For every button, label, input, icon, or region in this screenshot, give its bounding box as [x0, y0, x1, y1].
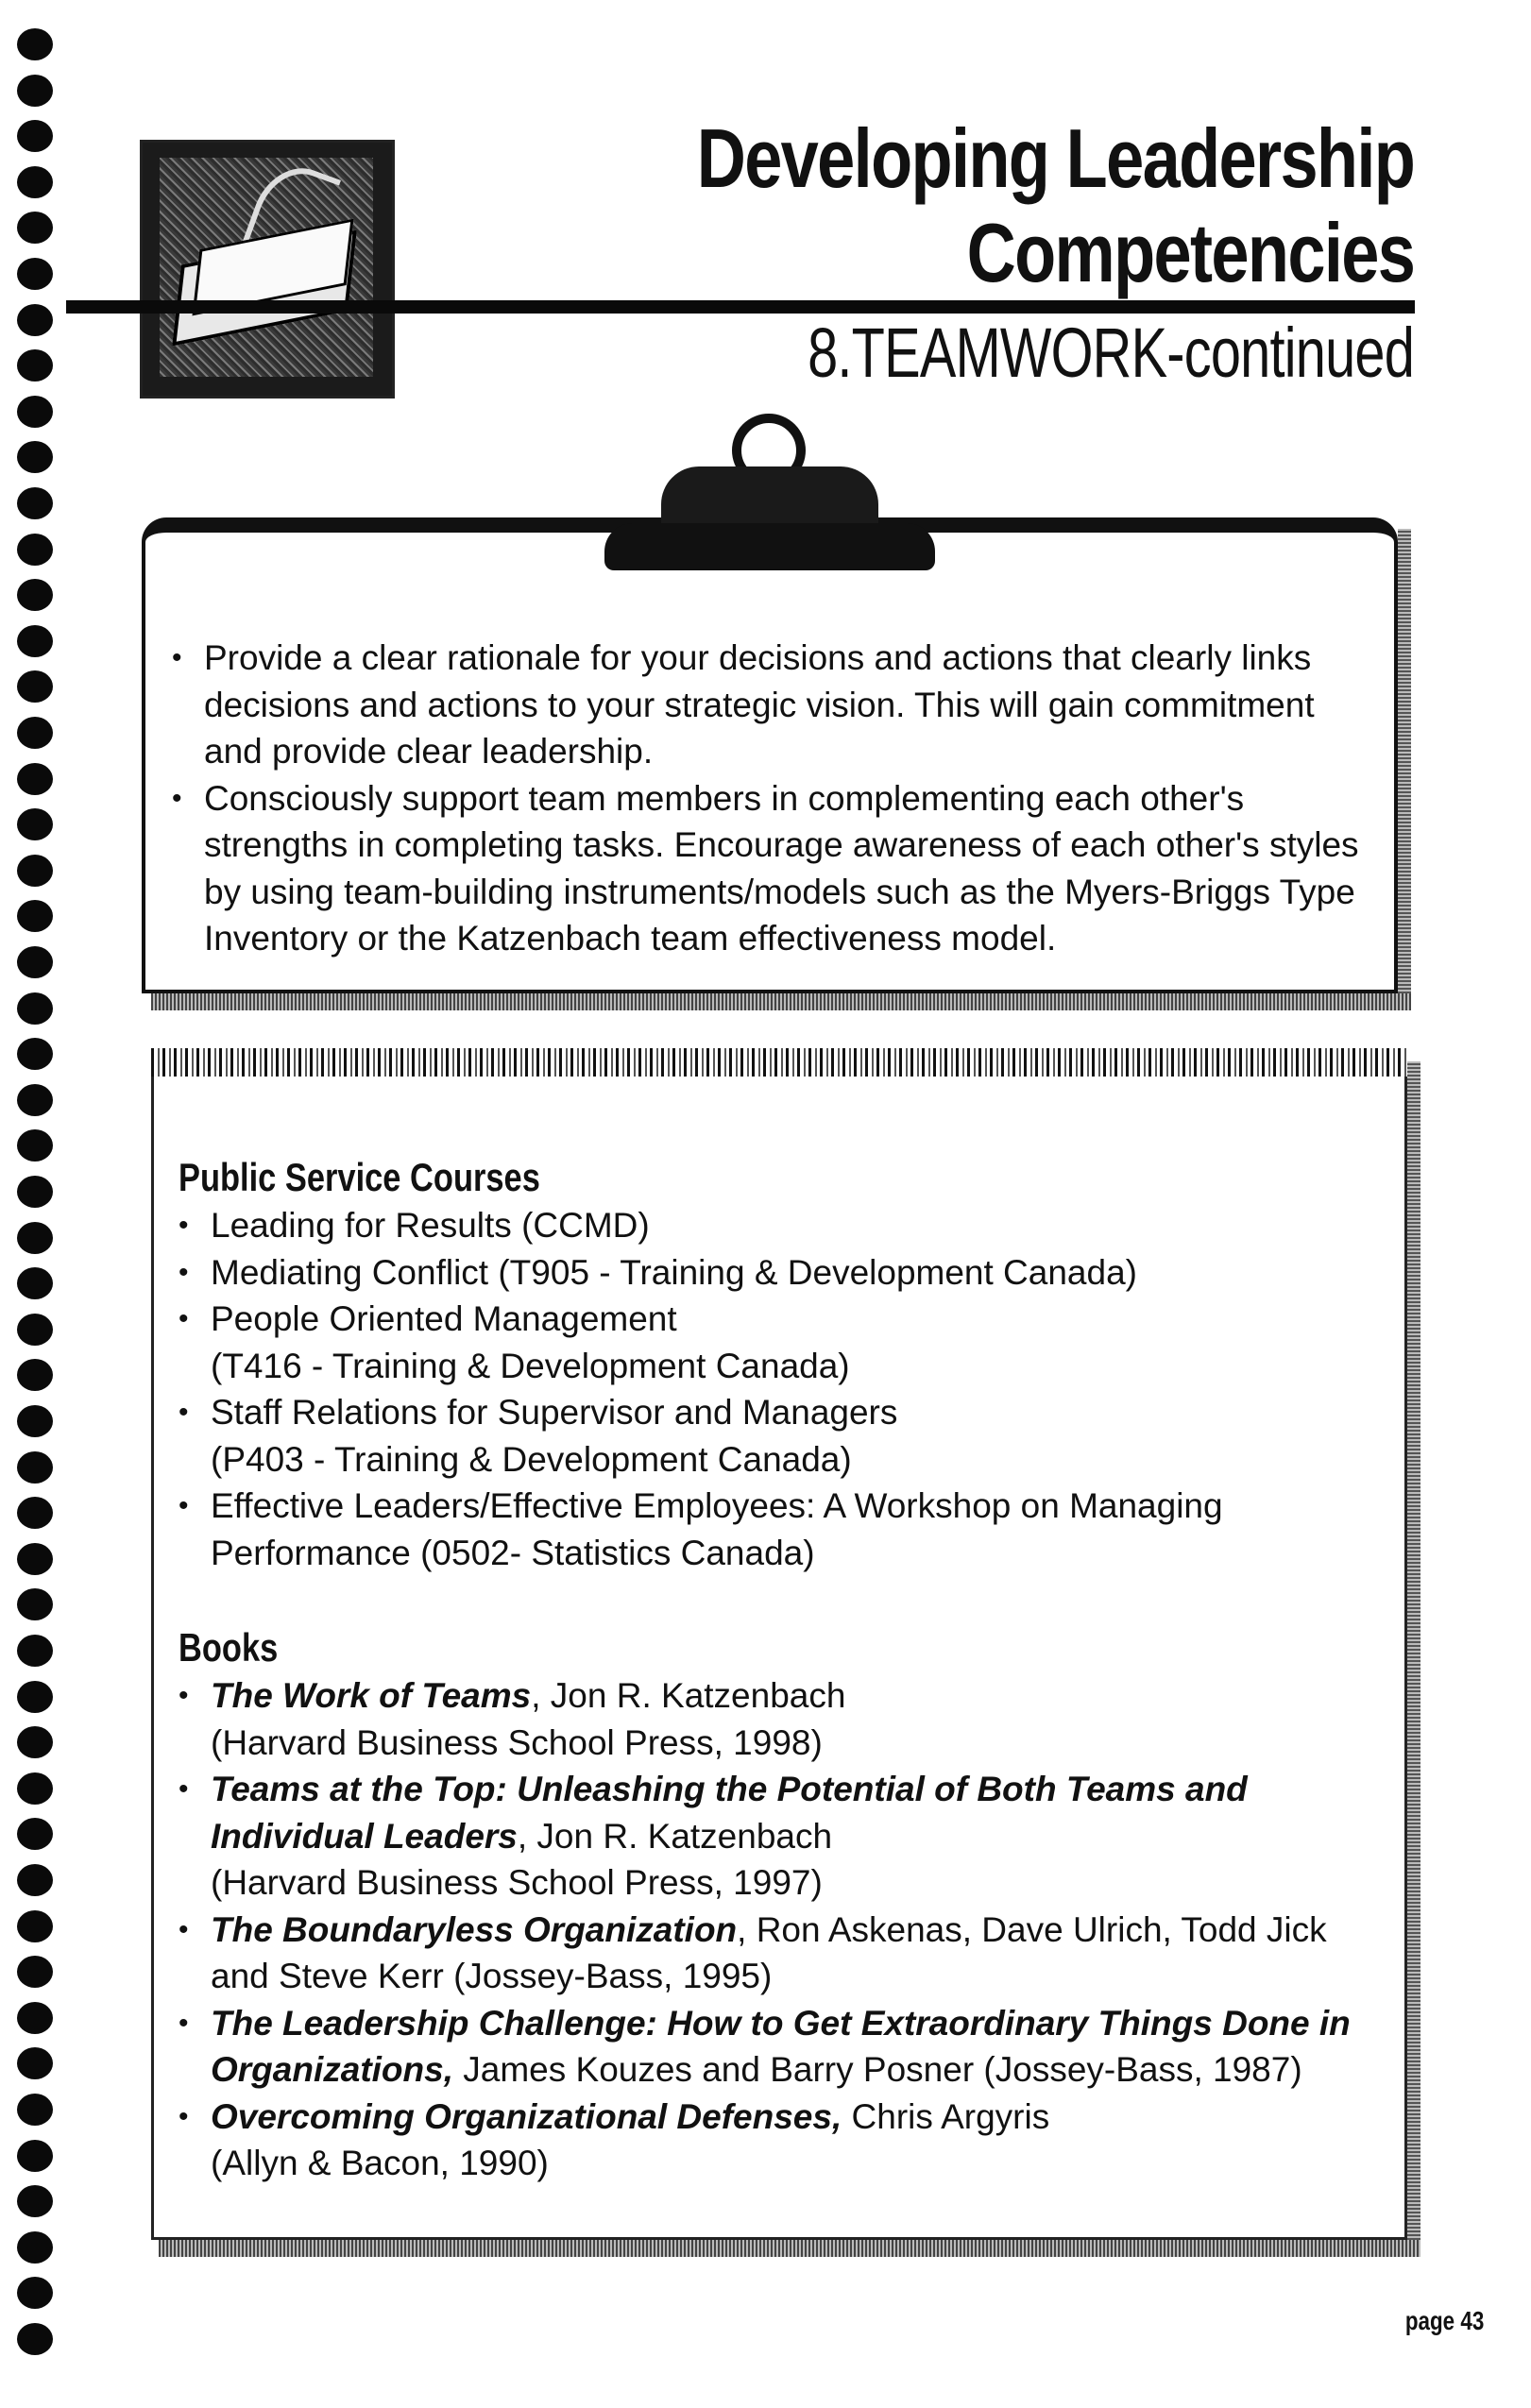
- binding-hole: [17, 349, 53, 382]
- binding-hole: [17, 2094, 53, 2126]
- book-item: • The Leadership Challenge: How to Get Extraordinary Things Done in Organizations, James Kouzes and Barry Posner (Jossey-Bass, 1987): [179, 2000, 1369, 2094]
- binding-hole: [17, 1359, 53, 1391]
- tip-item: • Consciously support team members in complementing each other's strengths in completing tasks. Encourage awareness of each other's styles by using team-building instruments/models such as the Myers-Briggs Type Inventory or the Katzenbach team effectiveness model.: [172, 775, 1371, 962]
- binding-hole: [17, 1818, 53, 1850]
- clipboard-clip-icon: [604, 414, 935, 584]
- page-subtitle: 8.TEAMWORK-continued: [808, 314, 1414, 392]
- binding-hole: [17, 1543, 53, 1575]
- binding-hole: [17, 717, 53, 749]
- binding-hole: [17, 396, 53, 428]
- binding-hole: [17, 212, 53, 244]
- book-item: • The Boundaryless Organization, Ron Askenas, Dave Ulrich, Todd Jick and Steve Kerr (Jossey-Bass, 1995): [179, 1907, 1369, 2000]
- books-heading: Books: [179, 1625, 279, 1670]
- binding-hole: [17, 258, 53, 290]
- course-item: • Effective Leaders/Effective Employees: A Workshop on Managing Performance (0502- Statistics Canada): [179, 1483, 1369, 1576]
- binding-hole: [17, 855, 53, 887]
- binding-hole: [17, 579, 53, 611]
- page-title: [697, 111, 1414, 300]
- binding-hole: [17, 1497, 53, 1529]
- binding-hole: [17, 992, 53, 1025]
- binding-hole: [17, 808, 53, 840]
- binding-hole: [17, 1084, 53, 1116]
- binding-hole: [17, 1726, 53, 1758]
- spiral-binding: [17, 28, 59, 2389]
- title-line-1: Developing Leadership: [696, 111, 1414, 205]
- binding-hole: [17, 304, 53, 336]
- binding-hole: [17, 1910, 53, 1942]
- course-item: • People Oriented Management (T416 - Training & Development Canada): [179, 1296, 1369, 1389]
- binding-hole: [17, 2002, 53, 2034]
- binding-hole: [17, 2047, 53, 2079]
- book-item: • Overcoming Organizational Defenses, Chris Argyris (Allyn & Bacon, 1990): [179, 2094, 1369, 2187]
- title-line-2: Competencies: [966, 206, 1414, 299]
- tip-item: • Provide a clear rationale for your decisions and actions that clearly links decisions and actions to your strategic vision. This will gain commitment and provide clear leadership.: [172, 635, 1371, 775]
- binding-hole: [17, 2231, 53, 2264]
- binding-hole: [17, 1588, 53, 1620]
- binding-hole: [17, 763, 53, 795]
- binding-hole: [17, 2185, 53, 2217]
- tips-box: [142, 517, 1398, 993]
- course-item: • Staff Relations for Supervisor and Managers (P403 - Training & Development Canada): [179, 1389, 1369, 1483]
- binding-hole: [17, 441, 53, 473]
- binding-hole: [17, 900, 53, 932]
- binding-hole: [17, 166, 53, 198]
- page-number: page 43: [1404, 2306, 1484, 2335]
- binding-hole: [17, 1451, 53, 1484]
- binding-hole: [17, 1864, 53, 1896]
- course-item: • Mediating Conflict (T905 - Training & Development Canada): [179, 1249, 1369, 1297]
- binding-hole: [17, 487, 53, 519]
- books-list: [179, 1672, 1369, 2187]
- binding-hole: [17, 120, 53, 152]
- spiral-wire-top: [151, 1048, 1407, 1077]
- book-item: • Teams at the Top: Unleashing the Potential of Both Teams and Individual Leaders, Jon R. Katzenbach (Harvard Business School Press, 1997): [179, 1766, 1369, 1907]
- binding-hole: [17, 1129, 53, 1162]
- binding-hole: [17, 1314, 53, 1346]
- header-rule: [66, 300, 1415, 314]
- box-shadow: [151, 993, 1411, 1010]
- binding-hole: [17, 670, 53, 703]
- binding-hole: [17, 1176, 53, 1208]
- binding-hole: [17, 625, 53, 657]
- box-shadow: [1398, 529, 1411, 1001]
- book-item: • The Work of Teams, Jon R. Katzenbach (Harvard Business School Press, 1998): [179, 1672, 1369, 1766]
- book-quill-icon: [140, 140, 395, 399]
- binding-hole: [17, 1405, 53, 1437]
- courses-heading: Public Service Courses: [179, 1155, 540, 1199]
- tips-list: [172, 635, 1371, 962]
- binding-hole: [17, 75, 53, 107]
- binding-hole: [17, 1956, 53, 1988]
- courses-list: [179, 1202, 1369, 1576]
- binding-hole: [17, 2277, 53, 2309]
- box-shadow: [159, 2240, 1420, 2257]
- resources-box: [151, 1048, 1407, 2240]
- binding-hole: [17, 2140, 53, 2172]
- binding-hole: [17, 1681, 53, 1713]
- binding-hole: [17, 1222, 53, 1254]
- course-item: • Leading for Results (CCMD): [179, 1202, 1369, 1249]
- binding-hole: [17, 1772, 53, 1805]
- box-shadow: [1407, 1061, 1420, 2247]
- binding-hole: [17, 946, 53, 978]
- binding-hole: [17, 534, 53, 566]
- binding-hole: [17, 1635, 53, 1667]
- binding-hole: [17, 2323, 53, 2355]
- binding-hole: [17, 1038, 53, 1070]
- binding-hole: [17, 1267, 53, 1299]
- binding-hole: [17, 28, 53, 60]
